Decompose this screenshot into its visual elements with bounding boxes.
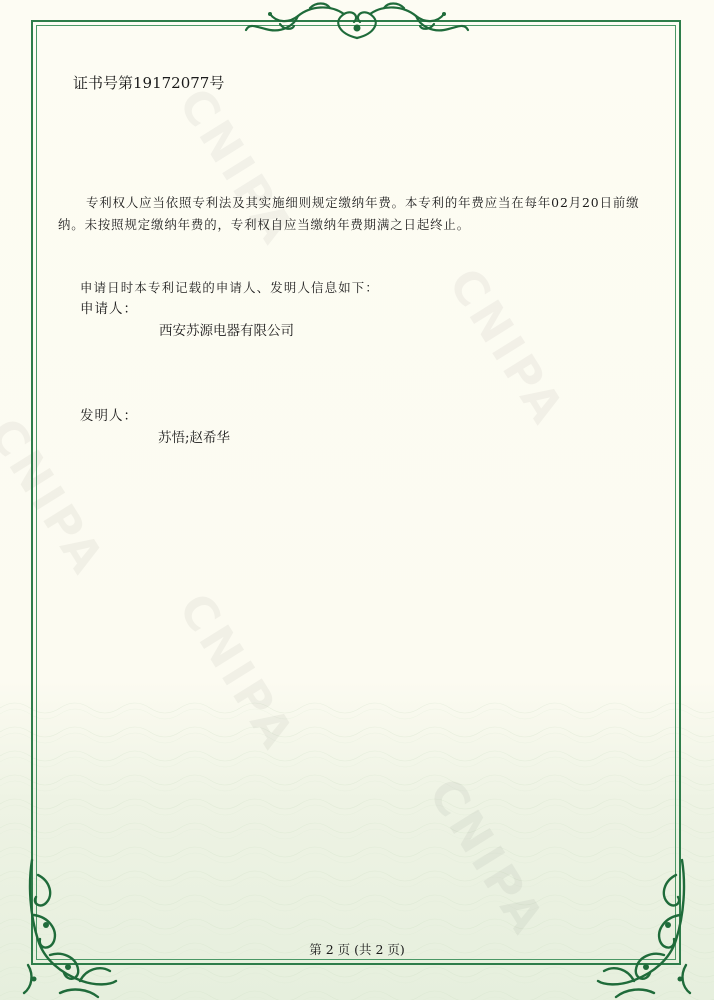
fee-notice-line-2: 纳。未按照规定缴纳年费的，专利权自应当缴纳年费期满之日起终止。 — [58, 217, 471, 232]
certificate-number: 证书号第19172077号 — [73, 74, 225, 92]
inventor-names: 苏悟;赵希华 — [158, 430, 231, 446]
applicant-label: 申请人： — [80, 301, 138, 317]
corner-ornament-bottom-right — [594, 855, 694, 1000]
applicant-name: 西安苏源电器有限公司 — [159, 323, 294, 339]
info-intro: 申请日时本专利记载的申请人、发明人信息如下： — [80, 280, 379, 295]
page-number-footer: 第 2 页 (共 2 页) — [309, 942, 405, 957]
top-scroll-ornament — [240, 0, 474, 44]
inventor-label: 发明人： — [80, 408, 138, 424]
corner-ornament-bottom-left — [20, 855, 120, 1000]
certificate-inner-border — [36, 25, 676, 960]
fee-notice-line-1: 专利权人应当依照专利法及其实施细则规定缴纳年费。本专利的年费应当在每年02月20日前缴 — [86, 195, 640, 210]
